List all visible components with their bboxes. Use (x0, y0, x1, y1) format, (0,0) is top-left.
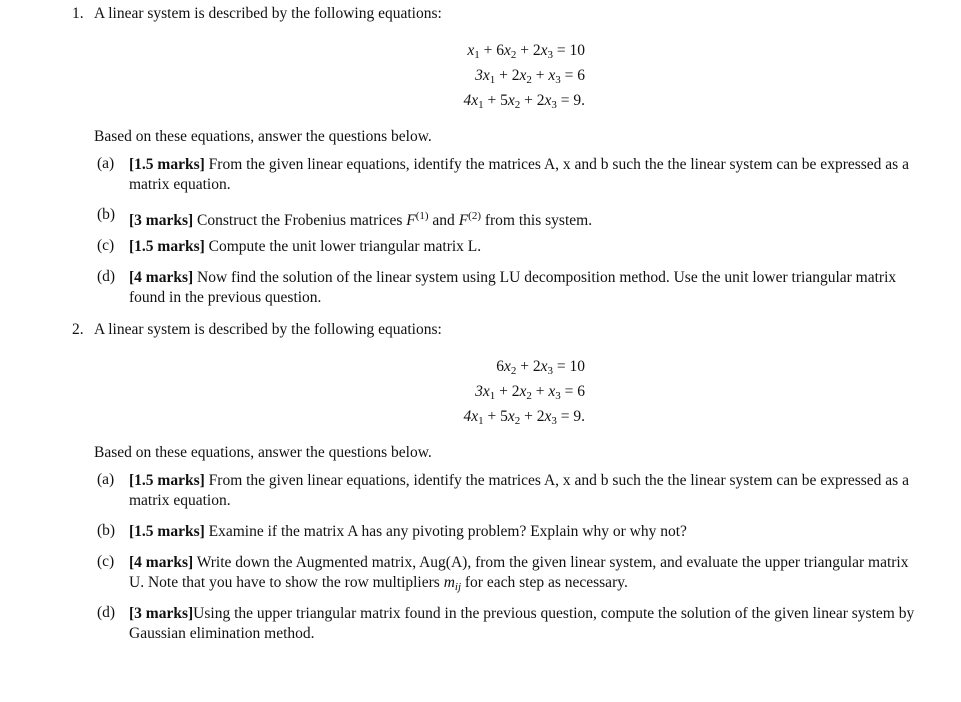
q2-part-c-marks: [4 marks] (129, 554, 194, 571)
q2-part-a-text: From the given linear equations, identify the matrices A, x and b such the the linear system can be expressed as a matrix equation. (129, 472, 909, 509)
q2-part-d-marks: [3 marks] (129, 605, 194, 622)
q2-equations (380, 354, 585, 429)
q2-part-c-label: (c) (97, 553, 115, 570)
q1-part-c-text: Compute the unit lower triangular matrix L. (204, 238, 482, 255)
q1-equation-2: $3x_1 + 2x_2 + x_3 = 6$ (475, 67, 585, 86)
q2-heading-text: A linear system is described by the following equations: (94, 321, 442, 338)
q2-equation-1: $6x_2 + 2x_3 = 10$ (496, 358, 585, 377)
q2-part-d-text: Using the upper triangular matrix found in the previous question, compute the solution of the given linear system by Gaussian elimination method. (129, 605, 915, 642)
q1-heading (72, 5, 442, 23)
q1-number: 1. (72, 5, 84, 22)
q1-equations (380, 38, 585, 113)
q2-part-d (97, 604, 927, 644)
q1-part-d (97, 268, 927, 308)
q2-equation-2: $3x_1 + 2x_2 + x_3 = 6$ (475, 383, 585, 402)
q2-part-b-label: (b) (97, 522, 116, 539)
q2-part-a-marks: [1.5 marks] (129, 472, 205, 489)
q2-part-b (97, 522, 927, 542)
q2-intro: Based on these equations, answer the questions below. (94, 444, 432, 461)
q2-part-a (97, 471, 927, 511)
q1-part-d-label: (d) (97, 268, 116, 285)
q1-part-b: (b) [3 marks] Construct the Frobenius matrices $F^{(1)}$ and $F^{(2)}$ from this system. (97, 206, 593, 229)
q2-number: 2. (72, 321, 84, 338)
q1-part-a-label: (a) (97, 155, 115, 172)
q1-part-a-marks: [1.5 marks] (129, 156, 205, 173)
q1-part-a-text: From the given linear equations, identify the matrices A, x and b such the the linear system can be expressed as a matrix equation. (129, 156, 909, 193)
q1-part-d-marks: [4 marks] (129, 269, 194, 286)
q1-equation-3: $4x_1 + 5x_2 + 2x_3 = 9$. (463, 92, 585, 111)
q1-intro: Based on these equations, answer the questions below. (94, 128, 432, 145)
q1-heading-text: A linear system is described by the following equations: (94, 5, 442, 22)
q1-part-d-text: Now find the solution of the linear system using LU decomposition method. Use the unit lower triangular matrix found in the previous question. (129, 269, 897, 306)
q2-part-b-text: Examine if the matrix A has any pivoting problem? Explain why or why not? (204, 523, 687, 540)
q1-part-b-marks: [3 marks] (129, 212, 194, 229)
q2-equation-3: $4x_1 + 5x_2 + 2x_3 = 9$. (463, 408, 585, 427)
q2-part-a-label: (a) (97, 471, 115, 488)
q1-part-a (97, 155, 927, 195)
q1-part-c-marks: [1.5 marks] (129, 238, 205, 255)
q2-part-d-label: (d) (97, 604, 116, 621)
q2-part-b-marks: [1.5 marks] (129, 523, 205, 540)
q1-part-b-label: (b) (97, 206, 116, 223)
q2-heading (72, 321, 442, 339)
q1-equation-1: $x_1 + 6x_2 + 2x_3 = 10$ (467, 42, 585, 61)
q1-part-c (97, 237, 927, 257)
q2-part-c: (c) [4 marks] Write down the Augmented matrix, Aug(A), from the given linear system, and evaluate the upper triangular matrix U. Note that you have to show the row multipliers $m_{ij}$ for each step as necessary. (97, 553, 909, 593)
q1-part-c-label: (c) (97, 237, 115, 254)
